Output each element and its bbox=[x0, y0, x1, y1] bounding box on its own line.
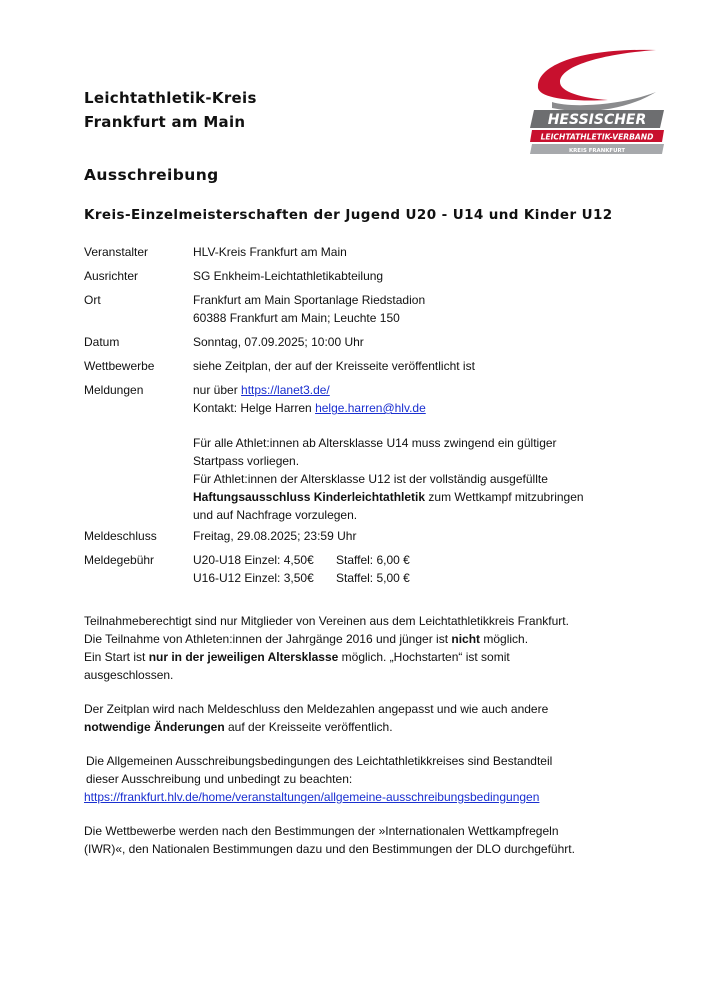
note2-rest: zum Wettkampf mitzubringen bbox=[425, 490, 584, 504]
document-heading: Ausschreibung bbox=[84, 166, 219, 184]
paragraph-rules bbox=[84, 822, 644, 858]
row-datum bbox=[84, 333, 644, 357]
note1-line-1: Für alle Athlet:innen ab Altersklasse U14 muss zwingend ein gültiger bbox=[193, 436, 557, 450]
p3-line-2: dieser Ausschreibung und unbedingt zu beachten: bbox=[86, 772, 353, 786]
meldungen-line-1 bbox=[193, 381, 644, 399]
fee-row-1 bbox=[193, 551, 644, 569]
info-table bbox=[84, 243, 644, 591]
ort-line-2: 60388 Frankfurt am Main; Leuchte 150 bbox=[193, 311, 400, 325]
fee-staffel-1: Staffel: 6,00 € bbox=[336, 553, 410, 567]
label-meldungen: Meldungen bbox=[84, 383, 144, 397]
note2-line-2 bbox=[193, 488, 644, 506]
value-veranstalter: HLV-Kreis Frankfurt am Main bbox=[193, 245, 347, 259]
p1-line-3-a: Ein Start ist bbox=[84, 650, 149, 664]
row-ausrichter bbox=[84, 267, 644, 291]
paragraph-conditions bbox=[84, 752, 644, 806]
p2-bold: notwendige Änderungen bbox=[84, 720, 225, 734]
label-veranstalter: Veranstalter bbox=[84, 245, 149, 259]
paragraph-schedule bbox=[84, 700, 644, 736]
meldungen-prefix: nur über bbox=[193, 383, 242, 397]
contact-prefix: Kontakt: Helge Harren bbox=[193, 401, 316, 415]
p1-line-2-a: Die Teilnahme von Athleten:innen der Jahrgänge 2016 und jünger ist bbox=[84, 632, 452, 646]
value-meldegebuehr bbox=[193, 551, 644, 591]
value-datum: Sonntag, 07.09.2025; 10:00 Uhr bbox=[193, 335, 364, 349]
paragraph-eligibility bbox=[84, 612, 644, 684]
p1-line-3-b: möglich. „Hochstarten“ ist somit bbox=[338, 650, 510, 664]
fee-einzel-2: U16-U12 Einzel: 3,50€ bbox=[193, 571, 314, 585]
conditions-link[interactable]: https://frankfurt.hlv.de/home/veranstaltungen/allgemeine-ausschreibungsbedingungen bbox=[84, 790, 540, 804]
p1-line-2 bbox=[84, 630, 644, 648]
meldungen-contact bbox=[193, 399, 644, 417]
note1-line-2: Startpass vorliegen. bbox=[193, 454, 300, 468]
org-line-2: Frankfurt am Main bbox=[84, 113, 246, 131]
p1-line-4: ausgeschlossen. bbox=[84, 668, 174, 682]
lanet-link[interactable]: https://lanet3.de/ bbox=[241, 383, 330, 397]
value-meldeschluss: Freitag, 29.08.2025; 23:59 Uhr bbox=[193, 529, 357, 543]
label-datum: Datum bbox=[84, 335, 120, 349]
value-ort bbox=[193, 291, 644, 333]
row-meldeschluss bbox=[84, 527, 644, 551]
p2-rest: auf der Kreisseite veröffentlich. bbox=[224, 720, 393, 734]
row-wettbewerbe bbox=[84, 357, 644, 381]
value-wettbewerbe: siehe Zeitplan, der auf der Kreisseite veröffentlicht ist bbox=[193, 359, 475, 373]
fee-row-2 bbox=[193, 569, 644, 587]
logo-text-main: HESSISCHER bbox=[547, 112, 647, 128]
p1-line-3 bbox=[84, 648, 644, 666]
ort-line-1: Frankfurt am Main Sportanlage Riedstadion bbox=[193, 293, 426, 307]
value-ausrichter: SG Enkheim-Leichtathletikabteilung bbox=[193, 269, 384, 283]
contact-email-link[interactable]: helge.harren@hlv.de bbox=[315, 401, 426, 415]
label-meldeschluss: Meldeschluss bbox=[84, 529, 157, 543]
organization-name bbox=[84, 86, 257, 134]
label-ausrichter: Ausrichter bbox=[84, 269, 139, 283]
p1-line-2-bold: nicht bbox=[451, 632, 481, 646]
p4-line-1: Die Wettbewerbe werden nach den Bestimmungen der »Internationalen Wettkampfregeln bbox=[84, 824, 559, 838]
note2-line-3: und auf Nachfrage vorzulegen. bbox=[193, 508, 358, 522]
p3-line-1: Die Allgemeinen Ausschreibungsbedingungen des Leichtathletikkreises sind Bestandteil bbox=[86, 754, 553, 768]
p4-line-2: (IWR)«, den Nationalen Bestimmungen dazu und den Bestimmungen der DLO durchgeführt. bbox=[84, 842, 575, 856]
hlv-logo bbox=[530, 44, 664, 162]
row-veranstalter bbox=[84, 243, 644, 267]
label-ort: Ort bbox=[84, 293, 101, 307]
p2-line-1: Der Zeitplan wird nach Meldeschluss den Meldezahlen angepasst und wie auch andere bbox=[84, 702, 549, 716]
logo-text-kreis: KREIS FRANKFURT bbox=[568, 147, 626, 154]
note2-bold: Haftungsausschluss Kinderleichtathletik bbox=[193, 490, 426, 504]
note2-line-1: Für Athlet:innen der Altersklasse U12 ist der vollständig ausgefüllte bbox=[193, 472, 548, 486]
label-wettbewerbe: Wettbewerbe bbox=[84, 359, 155, 373]
p1-line-3-bold: nur in der jeweiligen Altersklasse bbox=[148, 650, 339, 664]
row-meldungen bbox=[84, 381, 644, 527]
row-ort bbox=[84, 291, 644, 333]
event-title: Kreis-Einzelmeisterschaften der Jugend U20 - U14 und Kinder U12 bbox=[84, 207, 613, 223]
logo-text-sub: LEICHTATHLETIK-VERBAND bbox=[540, 132, 654, 142]
org-line-1: Leichtathletik-Kreis bbox=[84, 89, 257, 107]
fee-einzel-1: U20-U18 Einzel: 4,50€ bbox=[193, 553, 314, 567]
p1-line-2-b: möglich. bbox=[480, 632, 529, 646]
p1-line-1: Teilnahmeberechtigt sind nur Mitglieder von Vereinen aus dem Leichtathletikkreis Frankfurt. bbox=[84, 614, 569, 628]
p2-line-2 bbox=[84, 718, 644, 736]
p3-link-line bbox=[84, 788, 644, 806]
row-meldegebuehr bbox=[84, 551, 644, 591]
label-meldegebuehr: Meldegebühr bbox=[84, 553, 155, 567]
value-meldungen bbox=[193, 381, 644, 527]
fee-staffel-2: Staffel: 5,00 € bbox=[336, 571, 410, 585]
